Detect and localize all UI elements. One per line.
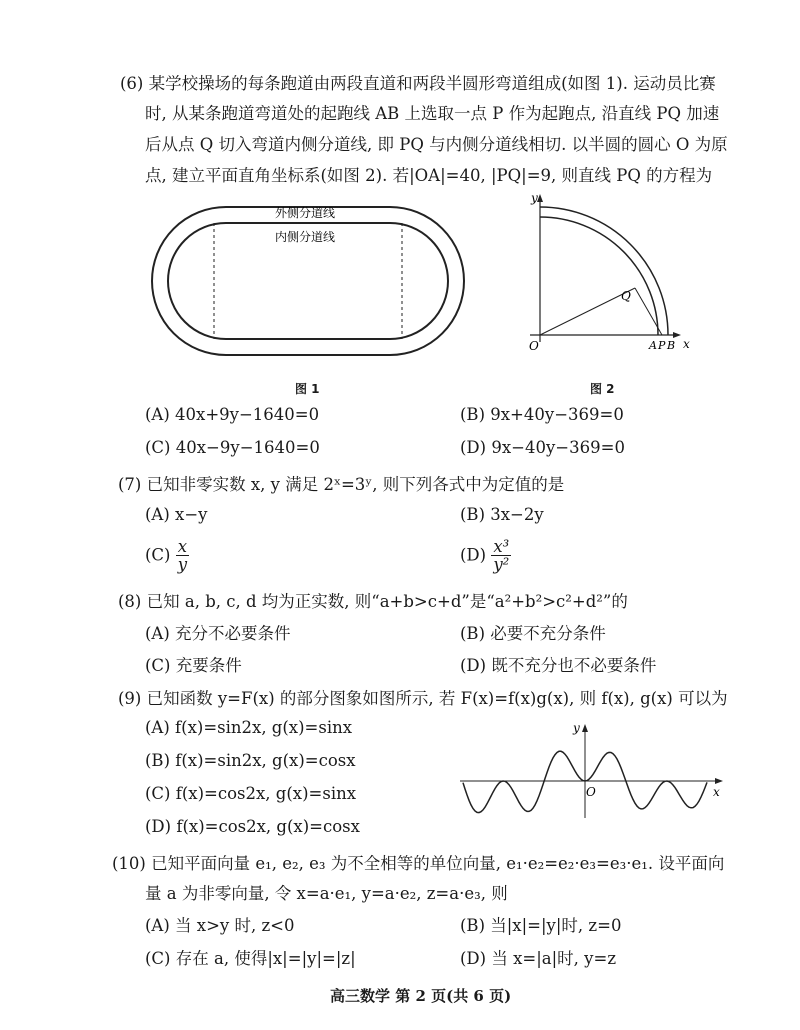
track-figure [140, 195, 480, 365]
y-axis-arrow-icon [537, 194, 543, 202]
q7-option-c-fraction [176, 538, 189, 574]
q10-option-d: (D) 当 x=|a|时, y=z [460, 949, 617, 968]
q8-option-c: (C) 充要条件 [145, 656, 242, 675]
fig2-point-B-label: B [667, 339, 676, 352]
outer-arc [540, 207, 668, 335]
q6-option-d: (D) 9x−40y−369=0 [460, 438, 625, 457]
q8-stem: (8) 已知 a, b, c, d 均为正实数, 则“a+b>c+d”是“a²+b²>c²+d²”的 [118, 592, 628, 611]
coordinate-figure [515, 190, 690, 360]
q6-text-line-4: 点, 建立平面直角坐标系(如图 2). 若|OA|=40, |PQ|=9, 则直线 PQ 的方程为 [145, 166, 713, 185]
inner-lane-label: 内侧分道线 [274, 230, 336, 244]
q6-text-line-3: 后从点 Q 切入弯道内侧分道线, 即 PQ 与内侧分道线相切. 以半圆的圆心 O 为原 [145, 135, 728, 154]
q7-c-denominator: y [177, 555, 188, 575]
q7-option-d [460, 538, 511, 574]
q7-d-denominator: y² [493, 555, 510, 575]
q7-option-c [145, 538, 189, 574]
q7-option-d-label: (D) [460, 545, 487, 565]
graph-x-label: x [713, 785, 720, 799]
figure-2-caption: 图 2 [590, 382, 615, 396]
q9-option-a: (A) f(x)=sin2x, g(x)=sinx [145, 718, 353, 737]
q9-stem: (9) 已知函数 y=F(x) 的部分图象如图所示, 若 F(x)=f(x)g(x), 则 f(x), g(x) 可以为 [118, 689, 728, 708]
q7-c-numerator: x [176, 538, 189, 556]
q7-option-d-fraction [491, 538, 511, 574]
x-axis-arrow-icon [673, 332, 681, 338]
page-footer: 高三数学 第 2 页(共 6 页) [330, 987, 512, 1005]
q6-text-line-1: (6) 某学校操场的每条跑道由两段直道和两段半圆形弯道组成(如图 1). 运动员比赛 [120, 74, 716, 93]
q7-option-a: (A) x−y [145, 505, 208, 524]
graph-y-arrow-icon [582, 724, 588, 732]
q6-option-a: (A) 40x+9y−1640=0 [145, 405, 320, 424]
fig2-y-label: y [531, 191, 538, 205]
segment-QP [635, 288, 662, 335]
fig2-point-P-label: P [658, 339, 666, 352]
fig2-point-A-label: A [649, 339, 657, 352]
inner-arc [540, 217, 658, 335]
q9-option-c: (C) f(x)=cos2x, g(x)=sinx [145, 784, 357, 803]
q10-option-b: (B) 当|x|=|y|时, z=0 [460, 916, 622, 935]
q7-d-numerator: x³ [491, 538, 511, 556]
function-graph [455, 718, 730, 823]
fig2-origin-label: O [529, 339, 539, 353]
graph-origin-label: O [586, 785, 596, 799]
q7-stem: (7) 已知非零实数 x, y 满足 2ˣ=3ʸ, 则下列各式中为定值的是 [118, 475, 565, 494]
q6-option-c: (C) 40x−9y−1640=0 [145, 438, 320, 457]
q10-option-c: (C) 存在 a, 使得|x|=|y|=|z| [145, 949, 356, 968]
q6-text-line-2: 时, 从某条跑道弯道处的起跑线 AB 上选取一点 P 作为起跑点, 沿直线 PQ 加速 [145, 104, 720, 123]
q10-option-a: (A) 当 x>y 时, z<0 [145, 916, 295, 935]
q10-text-line-1: (10) 已知平面向量 e₁, e₂, e₃ 为不全相等的单位向量, e₁·e₂=e₂·e₃=e₃·e₁. 设平面向 [112, 854, 725, 873]
q8-option-b: (B) 必要不充分条件 [460, 624, 606, 643]
q8-option-a: (A) 充分不必要条件 [145, 624, 291, 643]
fig2-x-label: x [683, 337, 690, 351]
graph-y-label: y [573, 721, 580, 735]
q9-option-d: (D) f(x)=cos2x, g(x)=cosx [145, 817, 360, 836]
q6-option-b: (B) 9x+40y−369=0 [460, 405, 624, 424]
fig2-point-Q-label: Q [621, 289, 631, 303]
q10-text-line-2: 量 a 为非零向量, 令 x=a·e₁, y=a·e₂, z=a·e₃, 则 [145, 884, 508, 903]
q9-option-b: (B) f(x)=sin2x, g(x)=cosx [145, 751, 356, 770]
graph-x-arrow-icon [715, 778, 723, 784]
q7-option-c-label: (C) [145, 545, 171, 565]
q7-option-b: (B) 3x−2y [460, 505, 544, 524]
outer-lane-label: 外侧分道线 [274, 206, 336, 220]
figure-1-caption: 图 1 [295, 382, 320, 396]
q8-option-d: (D) 既不充分也不必要条件 [460, 656, 657, 675]
